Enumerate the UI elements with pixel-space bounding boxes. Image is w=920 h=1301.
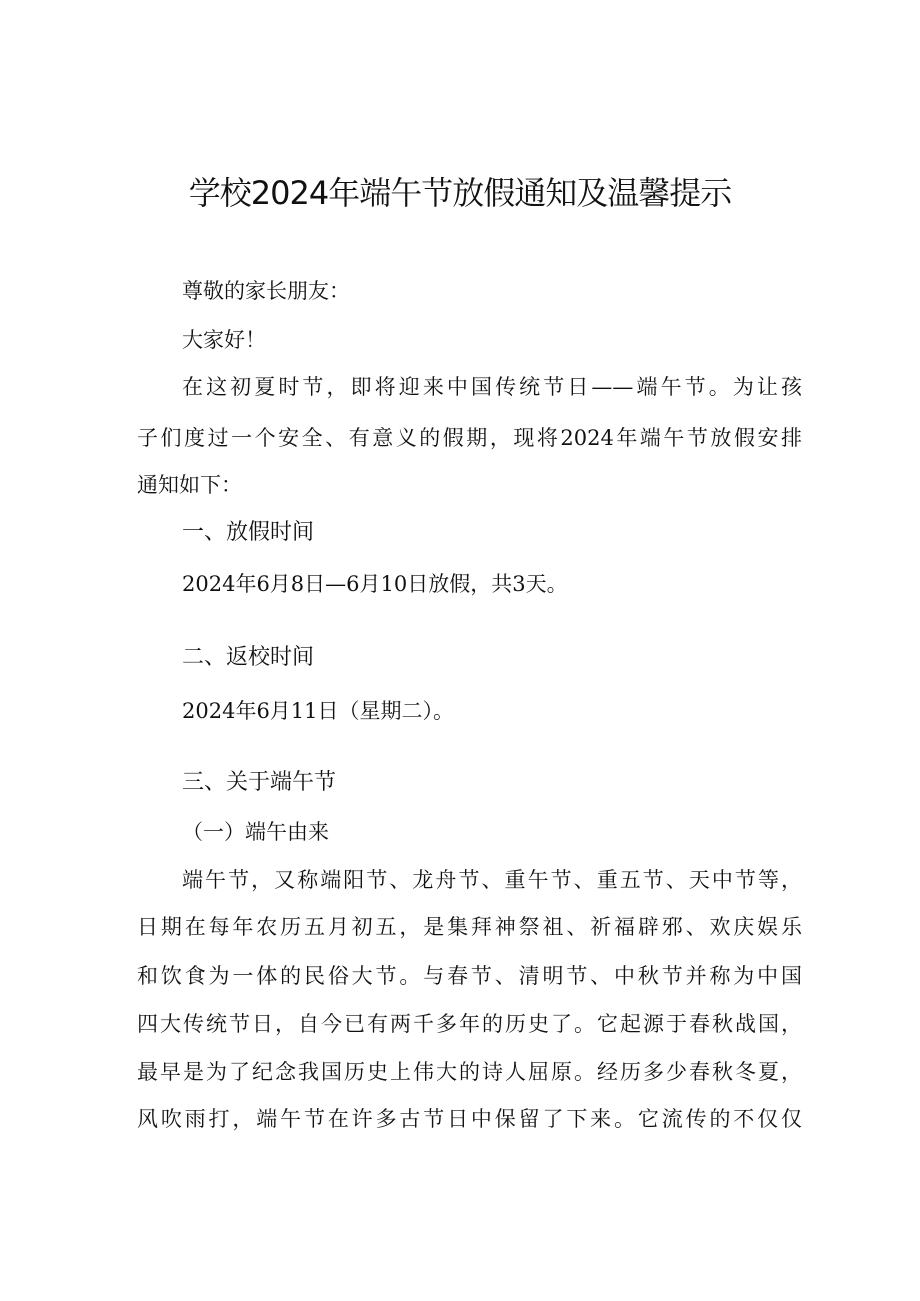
paragraph-line-3: 和饮食为一体的民俗大节。与春节、清明节、中秋节并称为中国 [137,964,802,988]
intro-line-2: 子们度过一个安全、有意义的假期，现将2024年端午节放假安排 [137,426,802,450]
section2-text: 2024年6月11日（星期二）。 [182,699,455,723]
section1-text: 2024年6月8日—6月10日放假，共3天。 [182,572,568,596]
section3-heading: 三、关于端午节 [182,770,337,795]
greeting: 大家好！ [182,328,266,352]
paragraph-line-5: 最早是为了纪念我国历史上伟大的诗人屈原。经历多少春秋冬夏， [137,1060,802,1084]
paragraph-line-2: 日期在每年农历五月初五，是集拜神祭祖、祈福辟邪、欢庆娱乐 [137,915,802,939]
paragraph-line-6: 风吹雨打，端午节在许多古节日中保留了下来。它流传的不仅仅 [137,1107,802,1131]
section1-heading: 一、放假时间 [182,520,315,545]
intro-line-1: 在这初夏时节，即将迎来中国传统节日——端午节。为让孩 [182,375,802,399]
document-title: 学校2024年端午节放假通知及温馨提示 [188,174,732,212]
intro-line-3: 通知如下： [137,473,242,497]
paragraph-line-4: 四大传统节日，自今已有两千多年的历史了。它起源于春秋战国， [137,1012,802,1036]
paragraph-line-1: 端午节，又称端阳节、龙舟节、重午节、重五节、天中节等， [182,868,802,892]
section2-heading: 二、返校时间 [182,645,315,670]
salutation: 尊敬的家长朋友： [182,279,350,303]
section3-subheading: （一）端午由来 [182,820,329,844]
